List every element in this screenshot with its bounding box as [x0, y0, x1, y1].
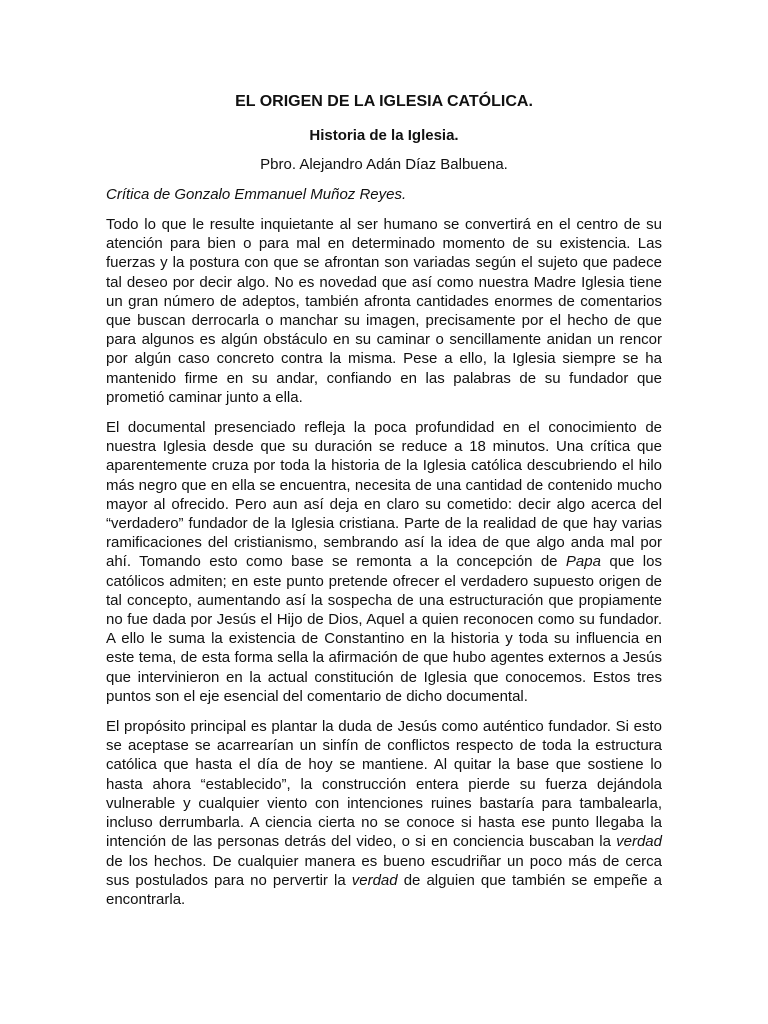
paragraph-3-part-1: El propósito principal es plantar la duda de Jesús como auténtico fundador. Si esto se aceptase se acarrearían un sinfín de conflictos respecto de toda la estructura católica que hasta el día de hoy se mantiene. Al quitar la base que sostiene lo hasta ahora “establecido”, la construcción entera pierde su fuerza dejándola vulnerable y cualquier viento con intenciones ruines bastaría para tambalearla, incluso derrumbarla. A ciencia cierta no se conoce si hasta ese punto llegaba la intención de las personas detrás del video, o si en conciencia buscaban la — [106, 718, 662, 851]
paragraph-3-emphasis-1: verdad — [616, 833, 662, 851]
paragraph-1: Todo lo que le resulte inquietante al ser humano se convertirá en el centro de su atención para bien o para mal en determinado momento de su existencia. Las fuerzas y la postura con que se afrontan son variadas según el sujeto que padece tal deseo por decir algo. No es novedad que así como nuestra Madre Iglesia tiene un gran número de adeptos, también afronta cantidades enormes de comentarios que buscan derrocarla o manchar su imagen, precisamente por el hecho de que para algunos es algún obstáculo en su caminar o sencillamente anidan un rencor por algún caso concreto contra la misma. Pese a ello, la Iglesia siempre se ha mantenido firme en su andar, confiando en las palabras de su fundador que prometió caminar junto a ella. — [106, 216, 662, 406]
document-title: EL ORIGEN DE LA IGLESIA CATÓLICA. — [235, 93, 533, 110]
paragraph-3 — [106, 717, 662, 909]
paragraph-2-emphasis-1: Papa — [565, 553, 601, 571]
paragraph-2-part-1: El documental presenciado refleja la poca profundidad en el conocimiento de nuestra Iglesia desde que su duración se reduce a 18 minutos. Una crítica que aparentemente cruza por toda la historia de la Iglesia católica descubriendo el hilo más negro que en ella se encuentra, necesita de una cantidad de contenido mucho mayor al ofrecido. Pero aun así deja en claro su cometido: decir algo acerca del “verdadero” fundador de la Iglesia cristiana. Parte de la realidad de que hay varias ramificaciones del cristianismo, sembrando así la idea de que algo anda mal por ahí. Tomando esto como base se remonta a la concepción de — [106, 419, 662, 571]
paragraph-3-part-2: de los hechos. De cualquier manera es bueno escudriñar un poco más de cerca sus postulados para no pervertir la — [106, 852, 662, 889]
paragraph-2-part-2: que los católicos admiten; en este punto pretende ofrecer el verdadero supuesto origen de tal concepto, aumentando así la sospecha de una estructuración que propiamente no fue dada por Jesús el Hijo de Dios, Aquel a quien reconocen como su fundador. A ello le suma la existencia de Constantino en la historia y toda su influencia en este tema, de esta forma sella la afirmación de que hubo agentes externos a Jesús que intervinieron en la actual constitución de Iglesia que conocemos. Estos tres puntos son el eje esencial del comentario de dicho documental. — [106, 553, 662, 705]
paragraph-3-part-3: de alguien que también se empeñe a encontrarla. — [106, 871, 663, 908]
paragraph-3-emphasis-2: verdad — [351, 871, 398, 889]
paragraph-2 — [106, 418, 662, 706]
document-critic: Crítica de Gonzalo Emmanuel Muñoz Reyes. — [106, 186, 407, 203]
document-subtitle: Historia de la Iglesia. — [309, 127, 459, 144]
document-author: Pbro. Alejandro Adán Díaz Balbuena. — [260, 156, 508, 173]
